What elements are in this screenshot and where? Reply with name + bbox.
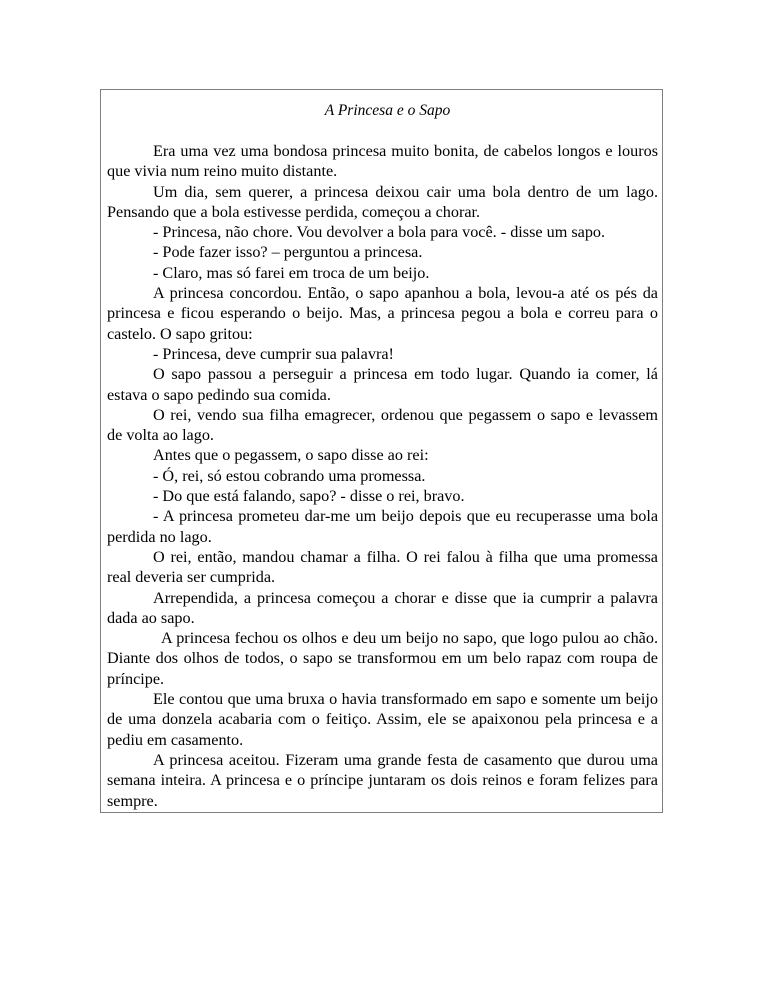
- paragraph: Ele contou que uma bruxa o havia transformado em sapo e somente um beijo de uma donzela acabaria com o feitiço. Assim, ele se apaixonou pela princesa e a pediu em casamento.: [107, 690, 658, 749]
- paragraph: - A princesa prometeu dar-me um beijo depois que eu recuperasse uma bola perdida no lago.: [107, 507, 658, 546]
- paragraph: - Princesa, deve cumprir sua palavra!: [153, 344, 394, 363]
- paragraph: - Claro, mas só farei em troca de um beijo.: [153, 263, 430, 282]
- paragraph: Arrependida, a princesa começou a chorar e disse que ia cumprir a palavra dada ao sapo.: [107, 588, 658, 627]
- paragraph: Antes que o pegassem, o sapo disse ao rei:: [153, 446, 429, 465]
- story-frame: [100, 89, 663, 813]
- paragraph: - Do que está falando, sapo? - disse o rei, bravo.: [153, 487, 465, 506]
- story-title: A Princesa e o Sapo: [324, 102, 451, 119]
- paragraph: Era uma vez uma bondosa princesa muito bonita, de cabelos longos e louros que vivia num reino muito distante.: [107, 142, 658, 181]
- paragraph: O rei, vendo sua filha emagrecer, ordenou que pegassem o sapo e levassem de volta ao lago.: [107, 405, 658, 445]
- paragraph: A princesa concordou. Então, o sapo apanhou a bola, levou-a até os pés da princesa e ficou esperando o beijo. Mas, a princesa pegou a bola e correu para o castelo. O sapo gritou:: [107, 284, 658, 343]
- paragraph: A princesa aceitou. Fizeram uma grande festa de casamento que durou uma semana inteira. A princesa e o príncipe juntaram os dois reinos e foram felizes para sempre.: [107, 750, 658, 810]
- paragraph: A princesa fechou os olhos e deu um beijo no sapo, que logo pulou ao chão. Diante dos olhos de todos, o sapo se transformou em um belo rapaz com roupa de príncipe.: [107, 629, 658, 688]
- paragraph: - Ó, rei, só estou cobrando uma promessa.: [153, 466, 426, 485]
- story-body: [107, 141, 658, 811]
- paragraph: Um dia, sem querer, a princesa deixou cair uma bola dentro de um lago. Pensando que a bola estivesse perdida, começou a chorar.: [107, 182, 658, 221]
- paragraph: - Princesa, não chore. Vou devolver a bola para você. - disse um sapo.: [153, 223, 606, 242]
- paragraph: O sapo passou a perseguir a princesa em todo lugar. Quando ia comer, lá estava o sapo pedindo sua comida.: [107, 365, 658, 404]
- paragraph: - Pode fazer isso? – perguntou a princesa.: [153, 243, 423, 262]
- blank-line: [107, 121, 658, 141]
- paragraph: O rei, então, mandou chamar a filha. O rei falou à filha que uma promessa real deveria ser cumprida.: [107, 547, 658, 587]
